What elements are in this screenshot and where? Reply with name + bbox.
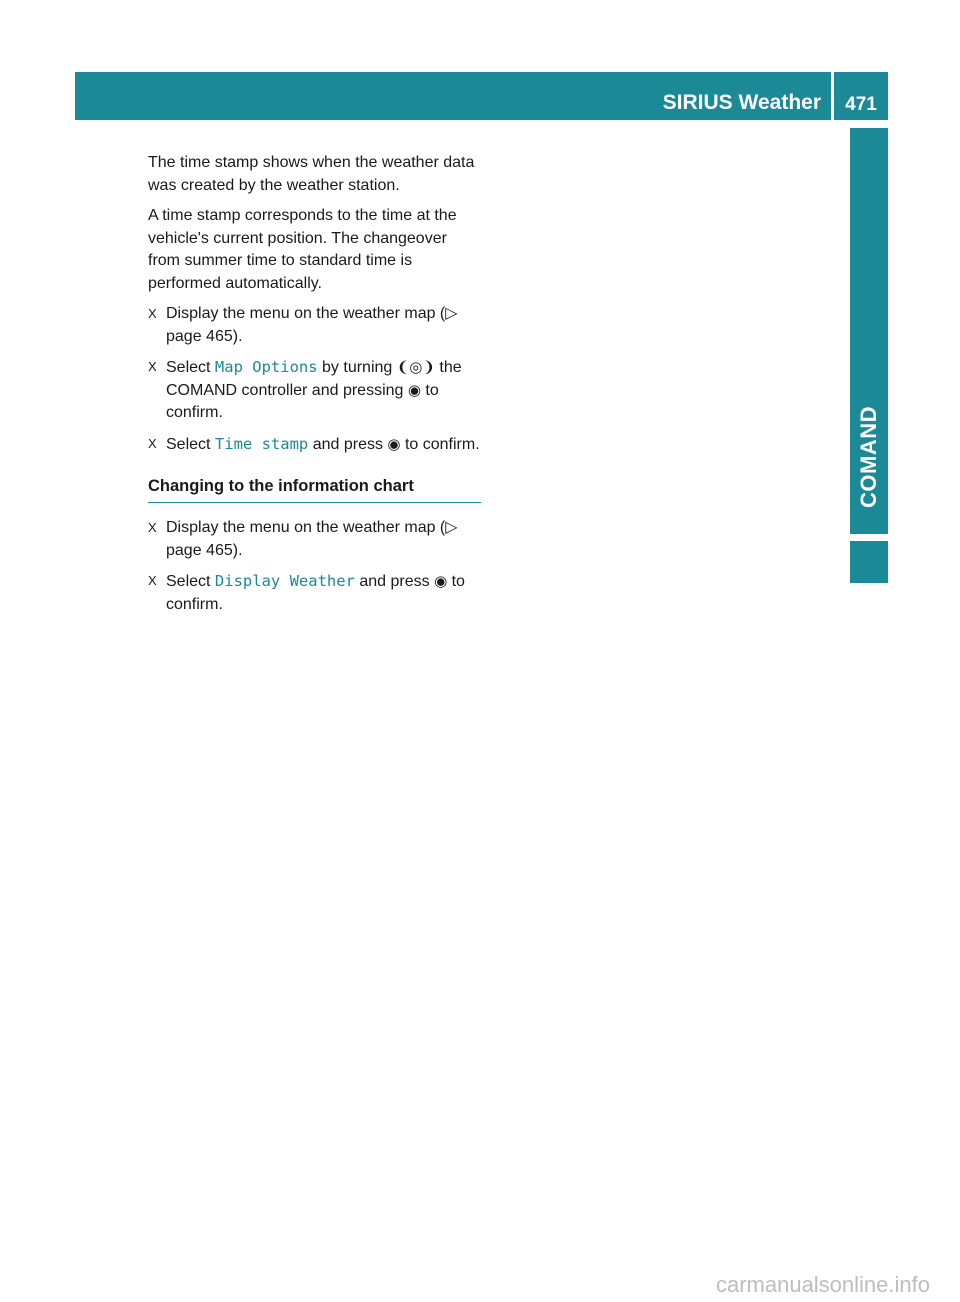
paragraph-timestamp: The time stamp shows when the weather data was created by the weather station. xyxy=(148,154,475,194)
step-select-map-options: X Select Map Options by turning ❨◎❩ the COMAND controller and pressing ◉ to confirm. xyxy=(148,358,462,421)
step-marker-icon: X xyxy=(148,359,157,374)
side-tab-marker xyxy=(850,541,888,583)
controller-turn-icon: ❨◎❩ xyxy=(396,359,435,376)
menu-item-map-options: Map Options xyxy=(214,358,318,376)
page-number: 471 xyxy=(834,72,888,120)
step-select-time-stamp: X Select Time stamp and press ◉ to confirm. xyxy=(148,433,481,457)
section-title: SIRIUS Weather xyxy=(662,91,821,114)
menu-item-display-weather: Display Weather xyxy=(214,572,355,590)
controller-press-icon: ◉ xyxy=(434,573,448,590)
header-bar xyxy=(75,72,831,120)
section-heading: Changing to the information chart xyxy=(148,474,481,503)
step-display-menu-2: X Display the menu on the weather map (▷ page 465). xyxy=(148,519,458,559)
step-display-menu: X Display the menu on the weather map (▷ page 465). xyxy=(148,305,458,345)
step-marker-icon: X xyxy=(148,573,157,588)
side-tab-label: COMAND xyxy=(856,406,881,508)
page-ref-icon: ▷ xyxy=(445,305,458,322)
main-content xyxy=(148,152,481,624)
step-marker-icon: X xyxy=(148,306,157,321)
step-marker-icon: X xyxy=(148,520,157,535)
page-ref-icon: ▷ xyxy=(445,519,458,536)
watermark: carmanualsonline.info xyxy=(715,1272,930,1297)
side-tab-label-wrapper xyxy=(850,128,888,534)
controller-press-icon: ◉ xyxy=(387,435,401,453)
controller-press-icon: ◉ xyxy=(407,381,421,399)
menu-item-time-stamp: Time stamp xyxy=(214,434,309,453)
paragraph-changeover: A time stamp corresponds to the time at the vehicle's current position. The changeover from summer time to standard time is performed automatically. xyxy=(148,207,457,292)
step-marker-icon: X xyxy=(148,435,157,451)
step-select-display-weather: X Select Display Weather and press ◉ to confirm. xyxy=(148,572,465,613)
